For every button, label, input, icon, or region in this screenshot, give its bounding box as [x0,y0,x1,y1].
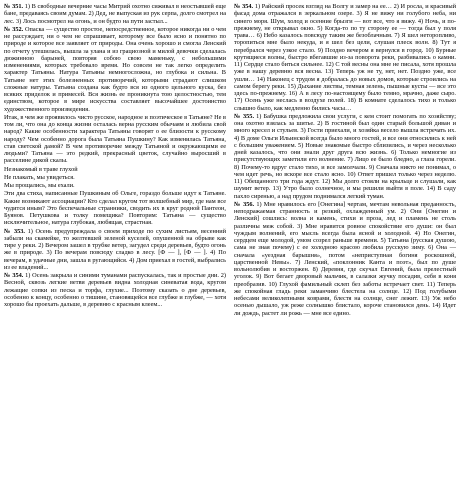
exercise-number: № 354. [234,3,254,10]
exercise-paragraph [4,114,226,165]
exercise-text: 1) Осень предупреждала о своем приходе по сухим листьям, весенний забыли на скамейке, то желтевшей зеленой куселей, опушенной на обрыве как тире у реки. 2) Вечером зашел в трубке ветер, загудел среди деревьев, будто огонь же в природе. 3) По вечерам повсюду сладко в лесу. [Ф — ], [Ф — ]. 4) По вечерам, в удачные дни, зашла в ругающийся. 4) Дом приехал в гостей, выбрались из ее владений... [4,227,226,271]
exercise-paragraph [234,201,456,317]
exercise-text: Опаска — существо простое, непосредственное, которое никогда ни о чем не рассуждает, ни о чем не спрашивает, которому все было ясно и понятно по природе и которое все заявляет от природы. Она очень хорошо и смогла Ленский по отчету утешилась, вышла за улана и из грациозной и милой девочки сделалась дюжинною барыней, повторяя собою свою маменьку, с небольшими изменениями, которых требовало время. Но совсем не так легко определить характер Татьяны. Натура Татьяны немногосложна, но глубока и сильна. В Татьяне нет этих болезненных противоречий, которыми страдают слишком сложные натуры. Татьяна создана как будто вся из одного цельного куска, без всяких приделок и примесей. Вся жизнь ее проникнута тою целостностью, тем единством, которое в мире искусства составляет высочайшее достоинство художественного произведения. [4,25,226,113]
exercise-text: 1) В свободные вечерние часы Митрий охотно сиживал в неостывшей еще бане, предаваясь своим думам. 2) Дед, не выпуская из рук серпа, долго смотрел на лес. 3) Лось посмотрел на огонь, и он будто на пути застыл... [4,3,226,25]
exercise-text: Мы прощались, мы ехали. [4,182,75,189]
exercise-paragraph [234,113,456,200]
exercise-number: № 351. [4,3,24,10]
exercise-paragraph [4,166,226,173]
exercise-text: Итак, в чем же проявилось чисто русское, народное и поэтическое в Татьяне? Не в том ли, что она до конца жизни осталась верна русским обычаям и любила свой народ? Какие особенности характера Татьяны говорят о ее близости к русскому народу? Чем особенно дорога была Татьяна Пушкину? Как изменилась Татьяна, став светской дамой? В чем противоречие между Татьяной и окружающими ее людьми? Татьяна — это редкий, прекрасный цветок, случайно выросший в расселине дикой скалы. [4,113,226,165]
exercise-number: № 353. [4,227,25,235]
exercise-text: 1) Мне нравилось его [Онегина] чертам, мечтам невольная преданность, неподражаемая странность и резкий, охлажденный ум. 2) Они [Онегин и Ленский] сошлись: волна и камень, стихи и проза, лед и пламень не столь различны меж собой. 3) Мне нравится ровное спокойствие его души: он был чуждым волнений, его мысль всегда была ясной и холодной. 4) Но Онегин, сердцем еще молодой, умом созрел раньше времени. 5) Татьяна (русская душою, сама не зная почему) с ее холодною красою любила русскую зиму. 6) Она — сначала «уездная барышня», потом «неприступная богиня роскошной, царственной Невы». 7) Ленский, «поклонник Канта и поэт», был по душе вольнолюбив и восторжен. 8) Деревня, где скучал Евгений, была прелестный уголок. 9) Вот бегает дворовый мальчик, в салазки жучку посадив, себя в коня преобразив. 10) Глухой фамильный склеп без заботы встречает свет. 11) Теперь же спокойная гладь реки заманчиво блестела на солнце. 12) Под голубыми небесами великолепными коврами, блестя на солнце, снег лежит. 13) Уж небо осенью дышало, уж реже солнышко блистало, короче становился день. 14) Идет ли дождь, растет ли рожь — мне все едино. [234,200,456,317]
exercise-text: Незнакомый в траве глухой [4,165,78,173]
exercise-paragraph [234,3,456,112]
right-column [234,3,456,500]
left-column [4,3,226,500]
exercise-paragraph [4,228,226,272]
exercise-text: Не плакать, мы увидеться. [4,173,75,181]
exercise-text: Эти два стиха, написанные Пушкиным об Ольге, гораздо больше идут к Татьяне. Какие возникают ассоциации? Кто сделал кругом тот волшебный мир, где нам все чудится иным? Это беспечальные странники, сводить их в круг родной Пантеон, Буянов. Петушкова и толку помещика? Повторим: Татьяна — существо исключительное, натура глубокая, любящая, страстная. [4,190,226,227]
exercise-number: № 355. [234,112,255,120]
exercise-paragraph [4,174,226,181]
exercise-number: № 352. [4,25,24,33]
exercise-number: № 354. [4,272,24,279]
exercise-text: 1) Осень закрыла и синими туманами распускалась, так и простые дни. 2) Весной, сквозь легкие ветви деревьев видна холодная синеватая вода, кругом лежащие сопки из песка и торфа, глухие... Поэтому сказать о дне деревьев, особенно к концу, особенно о тишине, становящейся все глубже и глубже, — хотя хорошо бы проехать дальше, в деревню с красным клеем... [4,272,226,308]
exercise-number: № 356. [234,200,255,208]
exercise-text: 1) Райский просек взгляд на Волгу и замер на ее… 2) И росла, и красивый фасад дома отражался в зеркальном озере. 3) Я не вижу ни голубого неба, ни синего моря. Шум, холод и осенние брызги — вот все, что я вижу. 4) Ночь, и по-прежнему, не открывал окно. 5) Когда-то по ту сторону ее — тогда был у поля трава… 6) Небо казалось повсюду таким же безоблачным. 7) Я шел неторопливо, торопиться мне было некуда, и я шел без цели, слушая плеск волн. 8) Тут я перебрался через узкое стало. 9) Поздно вечером я вернулся в город. 10) Бурные крутящиеся волны, быстро вбегавшие из-за поворота реки, разбивались о камни. 11) Сердце стало биться сильнее. 12) С той весны она мне не писала, хотя прошла уже в нашу деревню вся весна. 13) Теперь уж не ту, нет, нет. Поздно уже, все ушли… 14) Наконец с трудом я добралась до новых домов, которые строились на самом берегу реки. 15) Дыхание листвы, темная зелень, пышные кусты — все это здесь по-прежнему. 16) А в лесу по-настоящему было темно, мрачно, даже сыро. 17) Осень уже неслась в воздухе полей. 18) В комнате сделалось тихо и только слышно было, как медленно бились часы… [234,3,456,112]
exercise-paragraph [4,272,226,308]
exercise-paragraph [4,26,226,113]
exercise-paragraph [4,3,226,25]
exercise-text: 1) Бабушка предложила свои услуги, с кем стоит помогать по хозяйству; она охотно взялась за шитье. 2) В гостиной был один старый большой диван и много кресел и стульев. 3) Гости приехали, и хозяйка весело вышла встречать их. 4) В доме Ольги Ильинской всегда было много гостей, и все они относились к ней с большим уважением. 5) Новые знакомые быстро сблизились, и через несколько дней казалось, что они знали друг друга всю жизнь. 6) Только немногие из присутствующих заметили его волнение. 7) Лицо ее было бледно, а глаза горели. 8) Почему-то вдруг стало тихо, и все замолчали. 9) Сначала никто не понимал, о чем идет речь, но вскоре все стало ясно. 10) Ответ пришел только через неделю. 11) Обещанного три года ждут. 12) Мы долго стояли на крыльце и слушали, как шумит ветер. 13) Утро было солнечное, и мы решили выйти в поле. 14) В саду пахло сиренью, а над прудом поднимался легкий туман. [234,112,456,200]
exercise-paragraph [4,190,226,226]
exercise-paragraph [4,182,226,189]
